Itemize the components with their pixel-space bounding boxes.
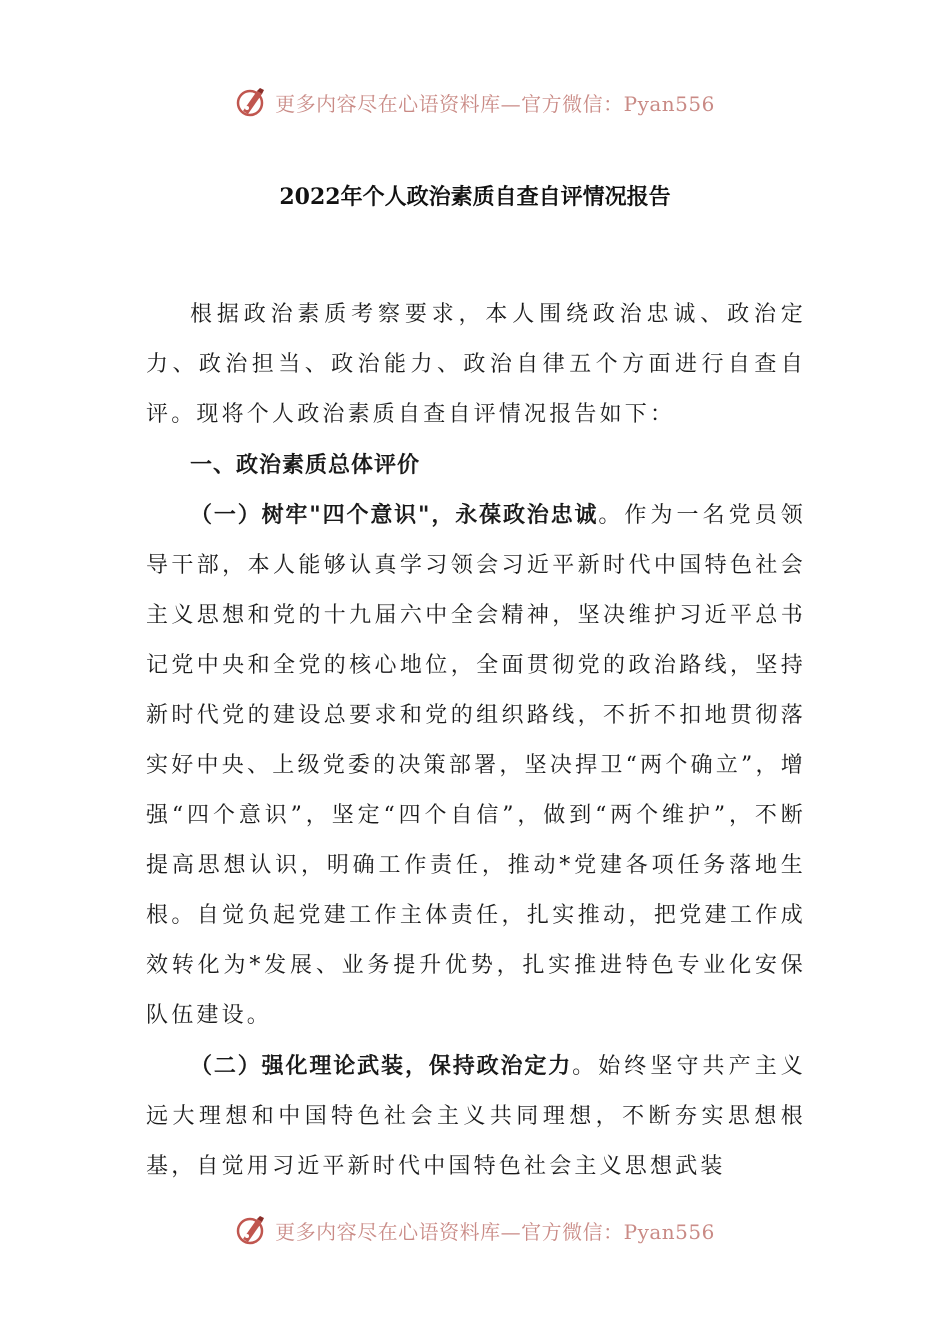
pen-logo-icon	[235, 85, 269, 119]
document-body	[146, 290, 806, 1192]
item-1-body: 。作为一名党员领导干部，本人能够认真学习领会习近平新时代中国特色社会主义思想和党的十九届六中全会精神，坚决维护习近平总书记党中央和全党的核心地位，全面贯彻党的政治路线，坚持新时代党的建设总要求和党的组织路线，不折不扣地贯彻落实好中央、上级党委的决策部署，坚决捍卫“两个确立”，增强“四个意识”，坚定“四个自信”，做到“两个维护”，不断提高思想认识，明确工作责任，推动*党建各项任务落地生根。自觉负起党建工作主体责任，扎实推动，把党建工作成效转化为*发展、业务提升优势，扎实推进特色专业化安保队伍建设。	[146, 503, 806, 1028]
intro-paragraph: 根据政治素质考察要求，本人围绕政治忠诚、政治定力、政治担当、政治能力、政治自律五个方面进行自查自评。现将个人政治素质自查自评情况报告如下：	[146, 302, 806, 427]
item-2-body: 。始终坚守共产主义远大理想和中国特色社会主义共同理想，不断夯实思想根基，自觉用习近平新时代中国特色社会主义思想武装	[146, 1054, 806, 1179]
pen-logo-icon	[235, 1213, 269, 1247]
header-watermark-banner	[0, 82, 950, 122]
footer-watermark-banner	[0, 1210, 950, 1250]
item-1-lead: （一）树牢"四个意识"，永葆政治忠诚	[190, 502, 599, 528]
document-title: 2022年个人政治素质自查自评情况报告	[279, 184, 671, 210]
section-heading: 一、政治素质总体评价	[190, 452, 421, 478]
item-2-paragraph	[146, 1041, 806, 1192]
item-1-paragraph	[146, 490, 806, 1041]
watermark-text: 更多内容尽在心语资料库—官方微信：Pyan556	[275, 91, 715, 116]
watermark-text: 更多内容尽在心语资料库—官方微信：Pyan556	[275, 1219, 715, 1244]
item-2-lead: （二）强化理论武装，保持政治定力	[190, 1053, 573, 1079]
